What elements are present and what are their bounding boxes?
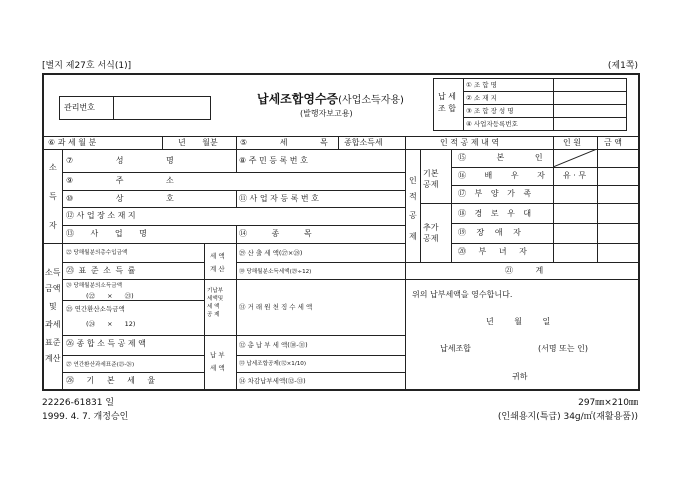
form-title: 납세조합영수증(사업소득자용) — [257, 92, 404, 106]
computed-tax-label: ㉙ 산 출 세 액(㉗×㉘) — [239, 249, 303, 257]
tax-item-label: ⑤ 세 목 — [240, 138, 328, 147]
income-group-char-2: 득 — [49, 192, 57, 201]
receipt-union: 납세조합 — [440, 344, 471, 353]
calc-group-3: 및 — [49, 302, 57, 311]
deduction-group-char-3: 공 — [409, 211, 417, 220]
deduction-group-char-2: 적 — [409, 192, 417, 201]
receipt-to: 귀하 — [512, 372, 528, 381]
receipt-statement: 위의 납부세액을 영수합니다. — [412, 290, 513, 299]
tax-calc-label: 세 액 계 산 — [210, 252, 225, 273]
approval-date: 1999. 4. 7. 개정승인 — [42, 412, 129, 422]
annual-tax-base-label: ㉗ 연간환산과세표준(㉕-㉖) — [66, 362, 135, 368]
monthly-income-label: ㉔ 당해월분의소득금액 — [66, 283, 123, 289]
business-location-label: ⑫ 사 업 장 소 재 지 — [66, 211, 136, 220]
deduction-total-label: ㉑ 계 — [505, 266, 544, 275]
form-subtitle: (발행자보고용) — [300, 109, 353, 118]
monthly-income-formula: (㉒ × ㉓) — [86, 292, 134, 300]
monthly-tax-label: ㉚ 당해월분소득세액(㉙÷12) — [239, 269, 312, 275]
paper-spec: (인쇄용지(특급) 34g/㎡(재활용품)) — [497, 412, 638, 422]
signature-field[interactable]: (서명 또는 인) — [538, 344, 588, 353]
page-number: (제1쪽) — [607, 61, 638, 71]
mgmt-number-label: 관리번호 — [64, 103, 95, 112]
form-code: 22226-61831 일 — [42, 398, 115, 408]
business-regno-label: ⑪ 사 업 자 등 록 번 호 — [239, 194, 319, 203]
extra-deduction-label: 추가 공제 — [423, 223, 439, 243]
resident-no-label: ⑧ 주 민 등 록 번 호 — [239, 156, 308, 165]
spouse-value: 유 · 무 — [563, 171, 587, 180]
deduction-group-char-4: 제 — [409, 232, 417, 241]
annual-income-formula: (㉔ × 12) — [86, 320, 136, 328]
net-payment-label: ㉞ 차감납부세액(㉜-㉝) — [239, 377, 306, 385]
elderly-label: ⑱ 경 로 우 대 — [458, 209, 532, 218]
union-name-label: ① 조 합 명 — [466, 81, 497, 89]
prepaid-tax-label: 기납부 세액및 세 액 공 제 — [207, 288, 224, 318]
total-payment-label: ㉜ 총 납 부 세 액(㉚-㉛) — [239, 341, 308, 349]
disabled-label: ⑲ 장 애 자 — [458, 228, 521, 237]
name-label: ⑦ 성 명 — [66, 156, 174, 165]
standard-income-rate-label: ㉓ 표 준 소 득 률 — [66, 266, 136, 275]
calc-group-5: 표준 — [45, 338, 61, 347]
union-label-2: 조 합 — [438, 104, 456, 113]
dependents-label: ⑰ 부 양 가 족 — [458, 189, 532, 198]
deduction-group-char-1: 인 — [409, 176, 417, 185]
business-type-label: ⑭ 종 목 — [239, 229, 312, 238]
union-deduction-label: ㉝ 납세조합공제(㉜×1/10) — [239, 361, 307, 367]
address-label: ⑨ 주 소 — [66, 176, 174, 185]
paper-size: 297㎜×210㎜ — [578, 398, 638, 408]
deduction-header: 인 적 공 제 내 역 — [440, 138, 500, 147]
total-revenue-label: ㉒ 당해월분의총수입금액 — [66, 250, 128, 256]
basic-tax-rate-label: ㉘ 기 본 세 율 — [66, 376, 156, 385]
form-id: [별지 제27호 서식(1)] — [42, 61, 132, 71]
income-group-char-1: 소 — [49, 163, 57, 172]
tax-item-value: 종합소득세 — [344, 138, 383, 147]
payable-tax-label: 납 부 세 액 — [210, 351, 225, 372]
comprehensive-deduction-label: ㉖ 종 합 소 득 공 제 액 — [66, 339, 146, 348]
union-label-1: 납 세 — [438, 92, 456, 101]
amount-header: 금 액 — [604, 138, 622, 147]
female-label: ⑳ 부 녀 자 — [458, 247, 527, 256]
calc-group-6: 계산 — [45, 354, 61, 363]
income-group-char-3: 자 — [49, 221, 57, 230]
tax-period-value[interactable]: 년 월분 — [178, 138, 218, 147]
withholding-tax-label: ㉛ 거 래 원 천 징 수 세 액 — [239, 303, 313, 311]
union-head-label: ③ 조 합 장 성 명 — [466, 107, 514, 115]
union-address-label: ② 소 재 지 — [466, 94, 497, 102]
self-label: ⑮ 본 인 — [458, 153, 543, 162]
diagonal-line — [553, 149, 597, 167]
tax-period-label: ⑥ 과 세 월 분 — [48, 138, 97, 147]
union-regno-label: ④ 사업자등록번호 — [466, 120, 518, 128]
basic-deduction-label: 기본 공제 — [423, 169, 439, 189]
annual-income-label: ㉕ 연간환산소득금액 — [66, 305, 125, 313]
spouse-label: ⑯ 배 우 자 — [458, 171, 545, 180]
calc-group-2: 금액 — [45, 284, 61, 293]
calc-group-4: 과세 — [45, 320, 61, 329]
persons-header: 인 원 — [563, 138, 581, 147]
receipt-date[interactable]: 년 월 일 — [486, 317, 551, 326]
calc-group-1: 소득 — [45, 268, 61, 277]
trade-name-label: ⑩ 상 호 — [66, 194, 174, 203]
business-name-label: ⑬ 사 업 명 — [66, 229, 147, 238]
